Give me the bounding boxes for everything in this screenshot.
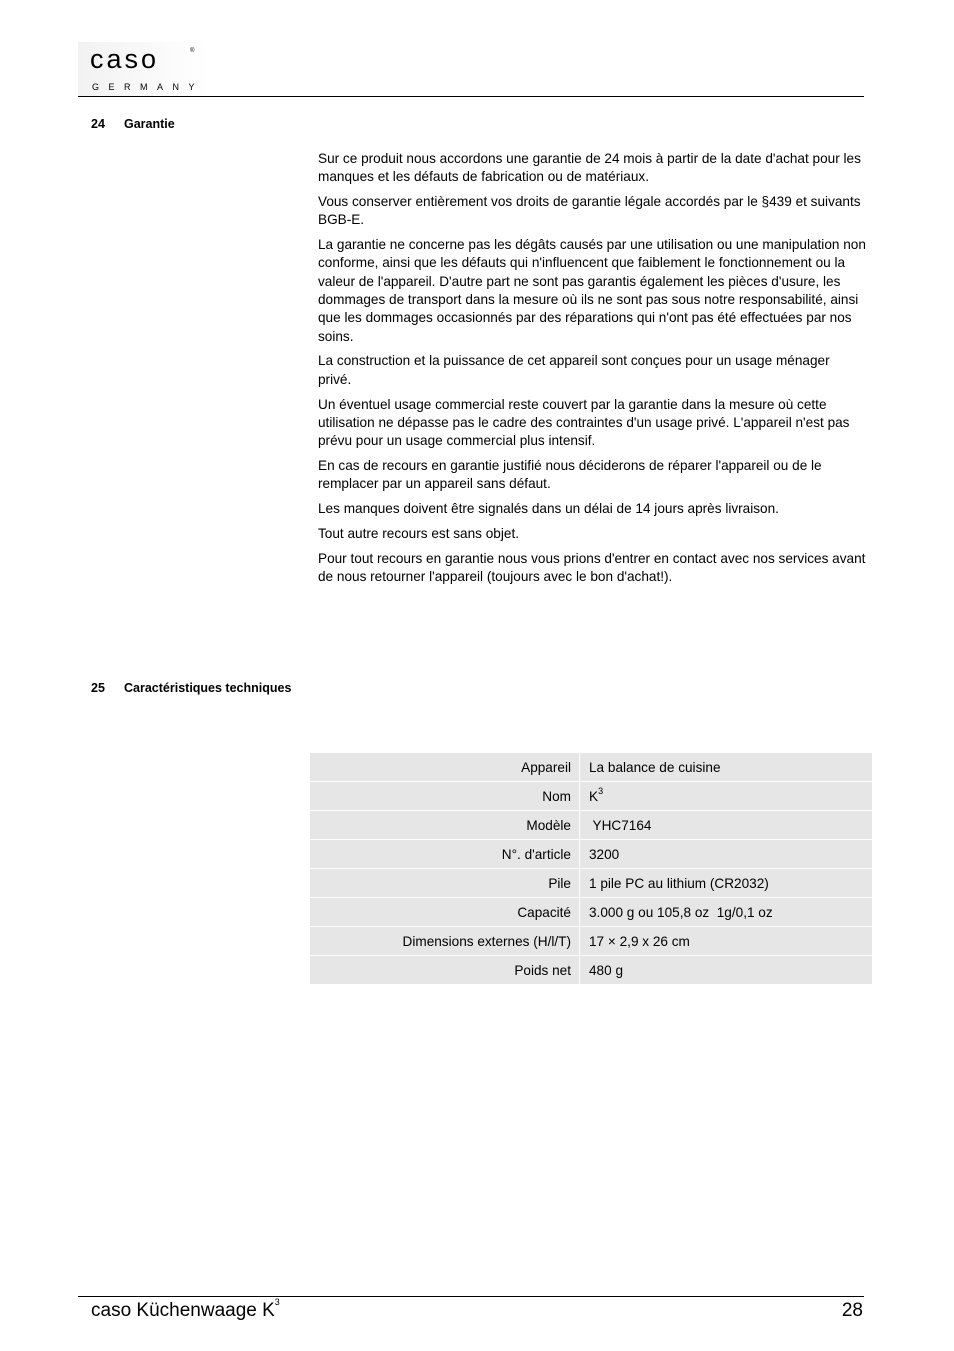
header-rule bbox=[78, 96, 864, 97]
table-row bbox=[310, 927, 872, 956]
footer-title: caso Küchenwaage $K^3$ bbox=[91, 1297, 280, 1321]
spec-value: 480 g bbox=[580, 956, 873, 985]
spec-label: Dimensions externes (H/l/T) bbox=[310, 927, 580, 956]
footer-rule bbox=[78, 1296, 864, 1297]
section-title: Garantie bbox=[124, 117, 175, 131]
spec-label: Nom bbox=[310, 782, 580, 811]
paragraph: Sur ce produit nous accordons une garantie de 24 mois à partir de la date d'achat pour les manques et les défauts de fabrication ou de matériaux. bbox=[318, 151, 861, 185]
paragraph: En cas de recours en garantie justifié nous déciderons de réparer l'appareil ou de le remplacer par un appareil sans défaut. bbox=[318, 457, 822, 492]
page-number: 28 bbox=[841, 1300, 863, 1321]
caso-logo bbox=[78, 42, 208, 96]
table-row bbox=[310, 782, 872, 811]
section-heading-garantie bbox=[91, 117, 175, 131]
spec-label: N°. d'article bbox=[310, 840, 580, 869]
paragraph: La garantie ne concerne pas les dégâts causés par une utilisation ou une manipulation non conforme, ainsi que les défauts qui n'influencent que faiblement le fonctionnement ou la valeur de l'appareil. D'autre part ne sont pas garantis également les pièces d'usure, les dommages de transport dans la mesure où ils ne sont pas sous notre responsabilité, ainsi que les dommages occasionnés par des réparations qui n'ont pas été effectuées par nos soins. bbox=[318, 237, 866, 344]
garantie-body bbox=[318, 150, 866, 593]
spec-value: 3.000 g ou 105,8 oz 1g/0,1 oz bbox=[580, 898, 873, 927]
spec-value: $K^3$ bbox=[580, 782, 873, 811]
table-row bbox=[310, 840, 872, 869]
section-title: Caractéristiques techniques bbox=[124, 681, 292, 695]
paragraph: La construction et la puissance de cet appareil sont conçues pour un usage ménager privé. bbox=[318, 353, 830, 387]
spec-value: La balance de cuisine bbox=[580, 753, 873, 782]
logo-registered-mark: ® bbox=[190, 48, 195, 54]
paragraph: Les manques doivent être signalés dans un délai de 14 jours après livraison. bbox=[318, 501, 779, 517]
spec-value: 3200 bbox=[580, 840, 873, 869]
logo-subtitle: GERMANY bbox=[92, 82, 205, 92]
paragraph: Un éventuel usage commercial reste couvert par la garantie dans la mesure où cette utilisation ne dépasse pas le cadre des contraintes d'un usage privé. L'appareil n'est pas prévu pour un usage commercial plus intensif. bbox=[318, 396, 850, 449]
table-row bbox=[310, 753, 872, 782]
spec-value: 17 × 2,9 x 26 cm bbox=[580, 927, 873, 956]
section-number: 24 bbox=[91, 117, 105, 131]
spec-label: Capacité bbox=[310, 898, 580, 927]
specs-table bbox=[310, 753, 872, 985]
spec-label: Poids net bbox=[310, 956, 580, 985]
paragraph: Pour tout recours en garantie nous vous prions d'entrer en contact avec nos services avant de nous retourner l'appareil (toujours avec le bon d'achat!). bbox=[318, 550, 866, 584]
spec-value: 1 pile PC au lithium (CR2032) bbox=[580, 869, 873, 898]
logo-wordmark: caso bbox=[90, 44, 160, 74]
superscript: 3 bbox=[598, 785, 604, 796]
superscript: 3 bbox=[274, 1297, 280, 1307]
paragraph: Tout autre recours est sans objet. bbox=[318, 525, 519, 541]
spec-label: Appareil bbox=[310, 753, 580, 782]
table-row bbox=[310, 811, 872, 840]
table-row bbox=[310, 956, 872, 985]
section-heading-specs bbox=[91, 681, 291, 695]
table-row bbox=[310, 898, 872, 927]
spec-label: Modèle bbox=[310, 811, 580, 840]
section-number: 25 bbox=[91, 681, 105, 695]
table-row bbox=[310, 869, 872, 898]
spec-value: YHC7164 bbox=[580, 811, 873, 840]
paragraph: Vous conserver entièrement vos droits de garantie légale accordés par le §439 et suivants BGB-E. bbox=[318, 194, 861, 228]
spec-label: Pile bbox=[310, 869, 580, 898]
